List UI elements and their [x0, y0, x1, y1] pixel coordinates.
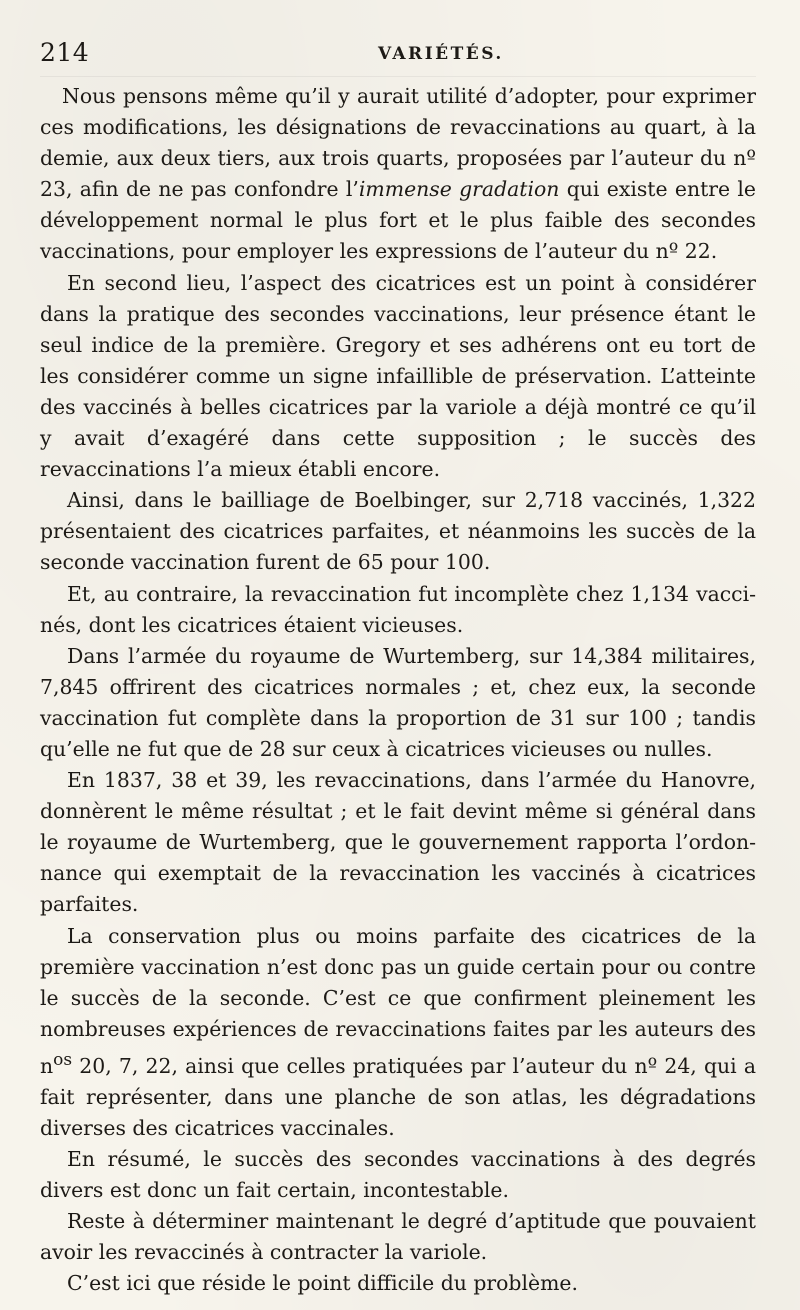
paragraph-7: [40, 921, 756, 1144]
paragraph-1-text-end: qui existe entre le développement normal le plus fort et le plus faible des secondes vaccinations, pour employer les expressions de l’auteur du nº 22.: [40, 177, 756, 264]
paragraph-1: [40, 81, 756, 268]
paragraph-1-text-start: Nous pensons même qu’il y aurait utilité d’adopter, pour exprimer ces modifications, les désignations de revaccinations au quart, à la demie, aux deux tiers, aux trois quarts, proposées par l’auteur du nº 23, afin de ne pas confondre l’: [40, 84, 756, 202]
paragraph-7-text-start: La conservation plus ou moins parfaite des cicatrices de la première vaccination n’est donc pas un guide certain pour ou contre le succès de la seconde. C’est ce que confirment pleinement les nombreuses expériences de revaccinations faites par les auteurs des n: [40, 923, 756, 1078]
paragraph-6: En 1837, 38 et 39, les revaccinations, dans l’armée du Hanovre, donnèrent le même résultat ; et le fait devint même si général dans le royaume de Wurtemberg, que le gouvernement rapporta l’ordonnance qui exemptait de la revaccination les vaccinés à cicatrices parfaites.: [40, 768, 756, 917]
paragraph-9: Reste à déterminer maintenant le degré d’aptitude que pouvaient avoir les revaccinés à contracter la variole.: [40, 1209, 756, 1265]
paragraph-10: C’est ici que réside le point difficile du problème.: [67, 1271, 578, 1296]
paragraph-8: En résumé, le succès des secondes vaccinations à des degrés divers est donc un fait certain, incontestable.: [40, 1146, 756, 1203]
body-text: [40, 81, 756, 1299]
paragraph-3: Ainsi, dans le bailliage de Boelbinger, sur 2,718 vaccinés, 1,322 présentaient des cicatrices parfaites, et néanmoins les succès de la seconde vaccination furent de 65 pour 100.: [40, 488, 756, 575]
page-number: 214: [40, 38, 90, 67]
running-title: VARIÉTÉS.: [378, 44, 504, 64]
paragraph-7-superscript: os: [53, 1049, 73, 1070]
paragraph-2: En second lieu, l’aspect des cicatrices est un point à considérer dans la pratique des secondes vaccinations, leur présence étant le seul indice de la première. Gregory et ses adhérens ont eu tort de les considérer comme un signe infaillible de préservation. L’atteinte des vaccinés à belles cicatrices par la variole a déjà montré ce qu’il y avait d’exagéré dans cette supposition ; le succès des revaccinations l’a mieux établi encore.: [40, 270, 756, 482]
paragraph-5: Dans l’armée du royaume de Wurtemberg, sur 14,384 militaires, 7,845 offrirent des cicatrices normales ; et, chez eux, la seconde vaccination fut complète dans la proportion de 31 sur 100 ; tandis qu’elle ne fut que de 28 sur ceux à cicatrices vicieuses ou nulles.: [40, 643, 756, 761]
paragraph-1-emphasis: immense gradation: [358, 177, 560, 202]
paragraph-4: Et, au contraire, la revaccination fut incomplète chez 1,134 vaccinés, dont les cicatrices étaient vicieuses.: [40, 581, 756, 637]
paragraph-7-text-end: 20, 7, 22, ainsi que celles pratiquées par l’auteur du nº 24, qui a fait représenter, dans une planche de son atlas, les dégradations diverses des cicatrices vaccinales.: [40, 1053, 756, 1140]
running-header: [40, 36, 756, 77]
